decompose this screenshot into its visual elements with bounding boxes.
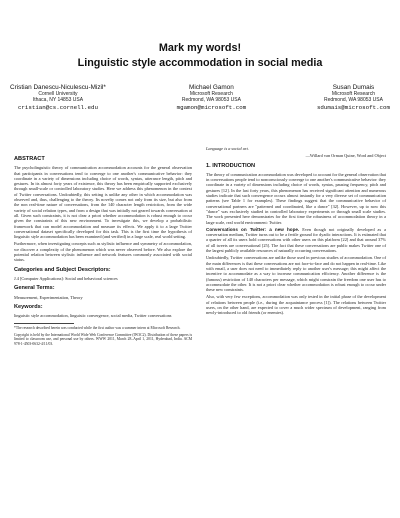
- author-email[interactable]: cristian@cs.cornell.edu: [17, 103, 98, 111]
- runin-heading: Conversations on Twitter: a new hope.: [206, 226, 300, 232]
- author: [177, 84, 247, 111]
- epigraph: Language is a social art.: [206, 146, 249, 151]
- abstract-heading: ABSTRACT: [14, 156, 45, 162]
- abstract-paragraph: The psycholinguistic theory of communication accommodation accounts for the general observation that participants in conversations tend to converge to one another's communicative behavior: they coordinate in a variety of dimensions including choice of words, syntax, utterance length, pitch and gestures. In its almost forty years of existence, this theory has been empirically supported exclusively through small-scale or controlled laboratory studies. Here we address this phenomenon in the context of Twitter conversations. Undoubtedly, this setting is unlike any other in which accommodation was observed and, thus, challenging to the theory. Its novelty comes not only from its size, but also from the non real-time nature of conversations, from the 140 character length restriction, from the wide variety of social relation types, and from a design that was initially not geared towards conversation at all. Given such constraints, it is not clear a priori whether accommodation is robust enough to occur given the constraints of this new environment. To investigate this, we develop a probabilistic framework that can model accommodation and measure its effects. We apply it to a large Twitter conversational dataset specifically developed for this task. This is the first time the hypothesis of linguistic style accommodation has been examined (and verified) in a large scale, real world setting.: [14, 165, 192, 240]
- section-heading-introduction: 1. INTRODUCTION: [206, 162, 256, 169]
- categories-text: J.4 [Computer Applications]: Social and behavioral sciences: [14, 275, 118, 281]
- paper-title-line1: Mark my words!: [158, 42, 242, 54]
- keywords-heading: Keywords:: [14, 303, 43, 310]
- author-affiliation: Microsoft Research: [189, 91, 233, 97]
- keywords-text: linguistic style accommodation, linguistic convergence, social media, Twitter conversations: [14, 313, 172, 319]
- author-affiliation: Microsoft Research: [331, 91, 375, 97]
- copyright-notice: Copyright is held by the International World Wide Web Conference Committee (IW3C2). Distribution of these papers is limited to classroom use, and personal use by others. WWW 2011, March 28–April 1, 2011, Hyderabad, India. ACM 978-1-4503-0632-4/11/03.: [14, 332, 192, 346]
- author-address: Redmond, WA 98053 USA: [181, 96, 241, 103]
- author-name: Michael Gamon: [189, 84, 234, 91]
- author-block: [10, 84, 390, 111]
- left-column: [14, 150, 192, 348]
- intro-paragraph: [206, 227, 386, 253]
- author-address: Ithaca, NY 14853 USA: [32, 96, 84, 103]
- epigraph-source: —Willard van Orman Quine, Word and Object: [305, 153, 386, 159]
- author-email[interactable]: sdumais@microsoft.com: [316, 103, 390, 111]
- paper-title-line2: Linguistic style accommodation in social media: [77, 57, 323, 69]
- abstract-paragraph: Furthermore, when investigating concepts such as stylistic influence and symmetry of accommodation, we discover a complexity of the phenomenon which was never observed before. We also explore the potential relation between stylistic influence and network features commonly associated with social status.: [14, 241, 192, 263]
- intro-paragraph-text: Even though not originally developed as a conversation medium, Twitter turns out to be a fertile ground for dyadic interactions. It is estimated that a quarter of all its users hold conversations with other users on this platform [22] and that around 37% of all tweets are conversational [25]. The fact that these conversations are public makes Twitter one of the largest publicly available resources of naturally occurring conversations.: [206, 226, 386, 254]
- author: [317, 84, 390, 111]
- general-terms-heading: General Terms:: [14, 285, 55, 292]
- right-column: [206, 146, 386, 318]
- author-email[interactable]: mgamon@microsoft.com: [176, 103, 247, 111]
- author-affiliation: Cornell University: [38, 91, 78, 97]
- intro-paragraph: Undoubtedly, Twitter conversations are unlike those used in previous studies of accommodation. One of the main differences is that these conversations are not face-to-face and do not happen in real-time. Like with email, a user does not need to immediately reply to another user's message; this might affect the incentive to accommodate as a way to increase communication efficiency. Another difference is the (famous) restriction of 140 characters per message, which might constrain the freedom one user has to accommodate the other. It is not a priori clear whether accommodation is robust enough to occur under these new constraints.: [206, 255, 386, 293]
- intro-paragraph: Also, with very few exceptions, accommodation was only tested in the initial phase of the development of relations between people (i.e., during the acquaintance process [1]). The relations between Twitter users, on the other hand, are expected to cover a much wider spectrum of development, ranging from newly-introduced to old friends (or enemies).: [206, 294, 386, 316]
- author: [10, 84, 106, 111]
- intro-paragraph: The theory of communication accommodation was developed to account for the general observation that in conversations people tend to nonconsciously converge to one another's communicative behavior: they coordinate in a variety of dimensions including choice of words, syntax, pausing frequency, pitch and gestures [12]. In the last forty years, this phenomenon has received significant attention and numerous studies indicate that such convergence occurs almost instantly for a very diverse set of communication patterns (see Table 1 for examples). These findings suggest that the communicative behavior of conversational partners are "patterned and coordinated, like a dance" [32]. However, up to now this "dance" was exclusively studied in controlled laboratory experiments or through small scale studies. The work presented here demonstrates for the first time the robustness of accommodation theory in a large scale, real world environment: Twitter.: [206, 171, 386, 225]
- general-terms-text: Measurement, Experimentation, Theory: [14, 294, 83, 300]
- author-name: Cristian Danescu-Niculescu-Mizil*: [10, 84, 106, 91]
- categories-heading: Categories and Subject Descriptors:: [14, 266, 111, 273]
- author-name: Susan Dumais: [332, 84, 375, 91]
- footnote: *The research described herein was conducted while the first author was a summer intern at Microsoft Research.: [14, 326, 181, 331]
- author-address: Redmond, WA 98053 USA: [323, 96, 383, 103]
